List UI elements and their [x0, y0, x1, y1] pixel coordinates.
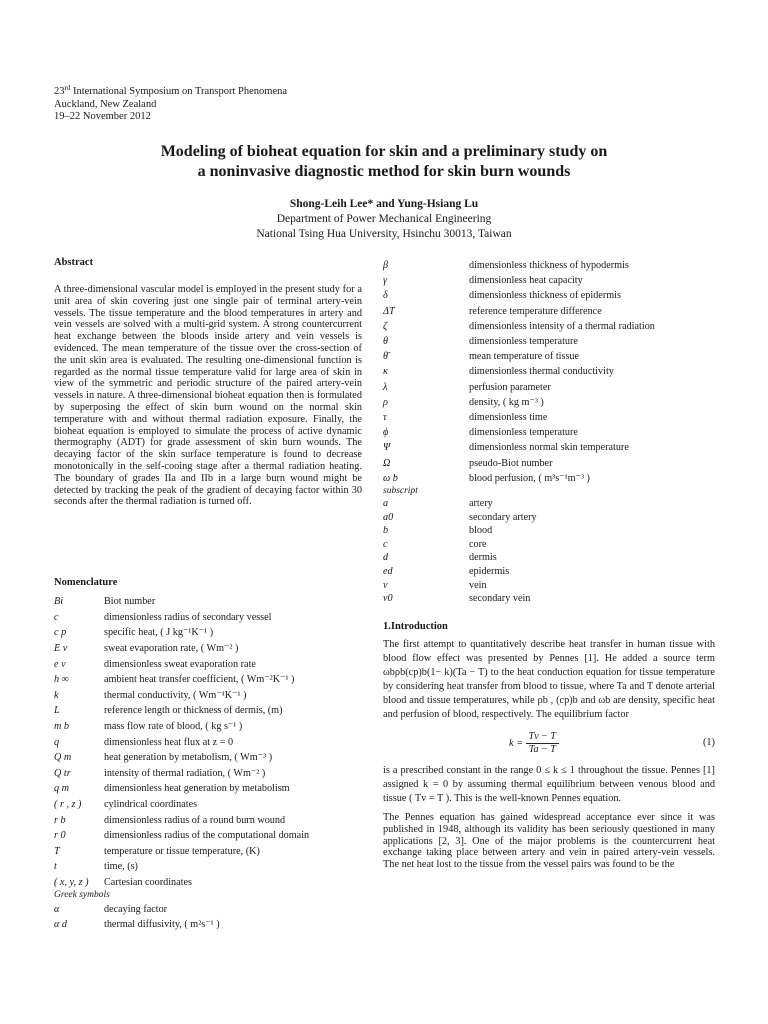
nomenclature-description: specific heat, ( J kg⁻¹K⁻¹ ) [104, 627, 214, 639]
greek-left-items [54, 901, 364, 932]
nomenclature-symbol: κ [383, 366, 388, 378]
nomenclature-symbol: h ∞ [54, 674, 69, 686]
nomenclature-row [383, 455, 715, 470]
nomenclature-description: mean temperature of tissue [469, 351, 580, 363]
nomenclature-symbol: Q m [54, 752, 72, 764]
nomenclature-row [383, 471, 715, 486]
nomenclature-symbol: λ [383, 381, 388, 393]
paper-title-line-2: a noninvasive diagnostic method for skin burn wounds [197, 163, 571, 180]
nomenclature-symbol: c [54, 611, 59, 623]
abstract-text: A three-dimensional vascular model is employed in the present study for a unit area of skin covering just one single pair of terminal artery-vein vessels. The tissue temperature and the blood temperatures in artery and vein vessels are solved with a multi-grid system. A strong countercurrent heat exchange between the bloods inside artery and vein vessels is evidenced. The mean temperature of the tissue over the cross-section of the unit skin area is evaluated. The resulting one-dimensional function is regarded as the normal tissue temperature valid for large area of skin in view of the symmetric and periodic structure of the paired artery-vein vessels in nature. A three-dimensional bioheat equation then is formulated by superposing the effect of skin burn wound on the normal skin temperature with and without thermal radiation exposure. Finally, the bioheat equation is employed to simulate the process of active dynamic thermography (ADT) for grade assessment of skin burn wounds. The decaying factor of the skin surface temperature is found to decrease monotonically in the self-cooing stage after a thermal radiation heating. The boundary of grades IIa and IIb in a large burn wound might be detected by tracking the peak of the gradient of decaying factor within 30 seconds after the thermal radiation is turned off. [54, 284, 362, 508]
nomenclature-description: perfusion parameter [469, 381, 551, 393]
nomenclature-row [383, 551, 715, 565]
nomenclature-description: dimensionless heat capacity [469, 275, 583, 287]
nomenclature-symbol: ( r , z ) [54, 799, 82, 811]
nomenclature-heading: Nomenclature [54, 577, 118, 588]
conference-ordinal: 23 [54, 86, 65, 97]
nomenclature-row [54, 610, 364, 626]
nomenclature-description: vein [469, 579, 487, 591]
nomenclature-row [383, 273, 715, 288]
greek-symbols-heading: Greek symbols [54, 890, 110, 901]
intro-paragraph-1: The first attempt to quantitatively describe heat transfer in human tissue with blood flow effect was presented by Pennes [1]. He added a source term ωbρb(cp)b(1− k)(Ta − T) to the heat conduction equation for tissue temperature by considering heat transfer from blood to tissue, where Ta and T denote arterial blood and tissue temperatures, while ρb , (cp)b and ωb are density, specific heat and perfusion of blood, respectively. The equilibrium factor [383, 639, 715, 720]
nomenclature-symbol: Q tr [54, 767, 71, 779]
nomenclature-symbol: α d [54, 919, 67, 931]
equation-1-fraction [526, 731, 559, 756]
equation-1-numerator: Tv − T [526, 731, 559, 744]
greek-right-items [383, 258, 715, 486]
nomenclature-description: dimensionless thermal conductivity [469, 366, 614, 378]
nomenclature-row [383, 578, 715, 592]
nomenclature-symbol: T [54, 845, 60, 857]
nomenclature-symbol: θ̄ [383, 351, 389, 363]
nomenclature-description: Biot number [104, 596, 156, 608]
nomenclature-description: dimensionless time [469, 411, 548, 423]
nomenclature-row [54, 917, 364, 933]
nomenclature-symbol: γ [383, 275, 388, 287]
nomenclature-symbol: q m [54, 783, 69, 795]
equation-1-label: (1) [702, 737, 715, 748]
nomenclature-symbol: L [54, 705, 60, 717]
nomenclature-row [54, 875, 364, 891]
nomenclature-right [383, 258, 715, 606]
paper-title [60, 142, 708, 182]
nomenclature-row [54, 594, 364, 610]
nomenclature-description: dimensionless temperature [469, 336, 578, 348]
nomenclature-symbol: m b [54, 721, 69, 733]
nomenclature-row [54, 625, 364, 641]
nomenclature-symbol: a0 [383, 511, 394, 523]
nomenclature-description: ambient heat transfer coefficient, ( Wm⁻²K⁻¹ ) [104, 674, 295, 686]
nomenclature-symbol: ζ [383, 320, 388, 332]
nomenclature-symbol: v [383, 579, 388, 591]
nomenclature-description: dimensionless normal skin temperature [469, 442, 629, 454]
nomenclature-symbol: Ω [383, 457, 391, 469]
nomenclature-row [383, 364, 715, 379]
nomenclature-description: dermis [469, 552, 497, 564]
nomenclature-description: dimensionless temperature [469, 427, 578, 439]
nomenclature-description: dimensionless heat generation by metabolism [104, 783, 290, 795]
nomenclature-symbol: ed [383, 566, 393, 578]
nomenclature-description: thermal diffusivity, ( m²s⁻¹ ) [104, 919, 220, 931]
nomenclature-symbol: ( x, y, z ) [54, 876, 89, 888]
nomenclature-symbol: Ψ [383, 442, 391, 454]
nomenclature-symbol: b [383, 525, 389, 537]
nomenclature-description: dimensionless sweat evaporation rate [104, 658, 256, 670]
nomenclature-symbol: q [54, 736, 60, 748]
equation-1-lhs: k = [509, 737, 524, 749]
intro-paragraph-3: The Pennes equation has gained widespread acceptance ever since it was published in 1948, although its validity has been seriously questioned in many applications [2, 3]. One of the major problems is the countercurrent heat exchange taking place between artery and vein in paired artery-vein vessels. The net heat lost to the tissue from the vessel pairs was found to be the [383, 812, 715, 871]
nomenclature-row [54, 766, 364, 782]
nomenclature-symbol: c [383, 538, 388, 550]
nomenclature-symbol: δ [383, 290, 388, 302]
nomenclature-row [383, 410, 715, 425]
nomenclature-symbol: d [383, 552, 389, 564]
nomenclature-description: reference length or thickness of dermis, (m) [104, 705, 283, 717]
nomenclature-description: core [469, 538, 487, 550]
nomenclature-list [54, 594, 364, 932]
conference-name: International Symposium on Transport Phenomena [70, 86, 288, 97]
nomenclature-symbol: τ [383, 411, 387, 423]
nomenclature-row [54, 656, 364, 672]
nomenclature-description: blood [469, 525, 493, 537]
nomenclature-row [54, 812, 364, 828]
nomenclature-symbol: e v [54, 658, 66, 670]
author-block [60, 197, 708, 242]
nomenclature-description: mass flow rate of blood, ( kg s⁻¹ ) [104, 721, 243, 733]
nomenclature-row [54, 859, 364, 875]
nomenclature-row [54, 719, 364, 735]
subscript-items [383, 497, 715, 606]
nomenclature-left-items [54, 594, 364, 890]
nomenclature-row [383, 334, 715, 349]
nomenclature-row [383, 425, 715, 440]
nomenclature-description: reference temperature difference [469, 305, 602, 317]
nomenclature-description: dimensionless radius of secondary vessel [104, 611, 272, 623]
nomenclature-row [383, 524, 715, 538]
nomenclature-description: decaying factor [104, 903, 168, 915]
nomenclature-row [54, 672, 364, 688]
nomenclature-row [383, 304, 715, 319]
nomenclature-description: epidermis [469, 566, 510, 578]
nomenclature-description: dimensionless thickness of hypodermis [469, 260, 629, 272]
nomenclature-description: blood perfusion, ( m³s⁻¹m⁻³ ) [469, 472, 590, 484]
nomenclature-description: dimensionless radius of the computational domain [104, 830, 310, 842]
nomenclature-row [54, 734, 364, 750]
nomenclature-description: Cartesian coordinates [104, 876, 192, 888]
nomenclature-symbol: E v [54, 643, 68, 655]
nomenclature-description: dimensionless radius of a round burn wound [104, 814, 286, 826]
author-names: Shong-Leih Lee* and Yung-Hsiang Lu [289, 198, 479, 210]
paper-title-line-1: Modeling of bioheat equation for skin and a preliminary study on [160, 143, 608, 160]
nomenclature-description: dimensionless intensity of a thermal radiation [469, 320, 655, 332]
left-column [54, 256, 362, 931]
nomenclature-row [54, 797, 364, 813]
nomenclature-description: secondary artery [469, 511, 537, 523]
nomenclature-description: artery [469, 498, 493, 510]
nomenclature-symbol: ϕ [383, 427, 389, 439]
nomenclature-row [54, 703, 364, 719]
nomenclature-row [383, 510, 715, 524]
nomenclature-description: heat generation by metabolism, ( Wm⁻³ ) [104, 752, 273, 764]
introduction-heading: 1.Introduction [383, 621, 448, 632]
nomenclature-symbol: Bi [54, 596, 64, 608]
nomenclature-symbol: r 0 [54, 830, 66, 842]
nomenclature-row [383, 349, 715, 364]
nomenclature-row [383, 565, 715, 579]
nomenclature-row [54, 641, 364, 657]
nomenclature-row [54, 828, 364, 844]
conference-ordinal-suffix: rd [64, 84, 71, 92]
nomenclature-symbol: r b [54, 814, 66, 826]
abstract-heading: Abstract [54, 257, 94, 268]
nomenclature-symbol: v0 [383, 593, 393, 605]
nomenclature-description: thermal conductivity, ( Wm⁻¹K⁻¹ ) [104, 689, 247, 701]
nomenclature-symbol: θ [383, 336, 389, 348]
conference-header [54, 86, 287, 124]
author-department: Department of Power Mechanical Engineering [276, 213, 492, 225]
nomenclature-row [383, 380, 715, 395]
nomenclature-row [54, 901, 364, 917]
nomenclature-row [54, 688, 364, 704]
equation-1 [383, 722, 715, 764]
nomenclature-description: sweat evaporation rate, ( Wm⁻² ) [104, 643, 239, 655]
nomenclature-row [54, 750, 364, 766]
nomenclature-symbol: k [54, 689, 59, 701]
nomenclature-description: dimensionless heat flux at z = 0 [104, 736, 234, 748]
nomenclature-description: temperature or tissue temperature, (K) [104, 845, 260, 857]
nomenclature-row [383, 395, 715, 410]
nomenclature-description: cylindrical coordinates [104, 799, 198, 811]
nomenclature-symbol: ω b [383, 472, 398, 484]
nomenclature-row [54, 844, 364, 860]
nomenclature-description: secondary vein [469, 593, 531, 605]
equation-1-math [383, 731, 685, 756]
nomenclature-row [383, 538, 715, 552]
nomenclature-description: time, (s) [104, 861, 138, 873]
nomenclature-row [383, 288, 715, 303]
nomenclature-description: density, ( kg m⁻³ ) [469, 396, 544, 408]
intro-paragraph-2: is a prescribed constant in the range 0 ≤ k ≤ 1 throughout the tissue. Pennes [1] assigned k = 0 by assuming thermal equilibrium between venous blood and tissue ( Tv = T ). This is the well-known Pennes equation. [383, 765, 715, 804]
nomenclature-symbol: c p [54, 627, 67, 639]
author-university: National Tsing Hua University, Hsinchu 30013, Taiwan [256, 228, 512, 240]
introduction-body [383, 638, 715, 871]
equation-1-denominator: Ta − T [528, 743, 556, 755]
nomenclature-symbol: ρ [383, 396, 388, 408]
nomenclature-symbol: β [383, 260, 389, 272]
nomenclature-description: dimensionless thickness of epidermis [469, 290, 621, 302]
nomenclature-description: pseudo-Biot number [469, 457, 553, 469]
conference-location: Auckland, New Zealand [54, 98, 157, 110]
subscript-heading: subscript [383, 485, 418, 496]
nomenclature-symbol: α [54, 903, 60, 915]
conference-dates: 19–22 November 2012 [54, 111, 151, 122]
nomenclature-row [383, 319, 715, 334]
nomenclature-symbol: ΔT [383, 305, 395, 317]
nomenclature-description: intensity of thermal radiation, ( Wm⁻² ) [104, 767, 266, 779]
nomenclature-symbol: t [54, 861, 57, 873]
nomenclature-row [383, 258, 715, 273]
nomenclature-row [383, 440, 715, 455]
nomenclature-row [54, 781, 364, 797]
nomenclature-row [383, 497, 715, 511]
nomenclature-row [383, 592, 715, 606]
nomenclature-symbol: a [383, 498, 389, 510]
